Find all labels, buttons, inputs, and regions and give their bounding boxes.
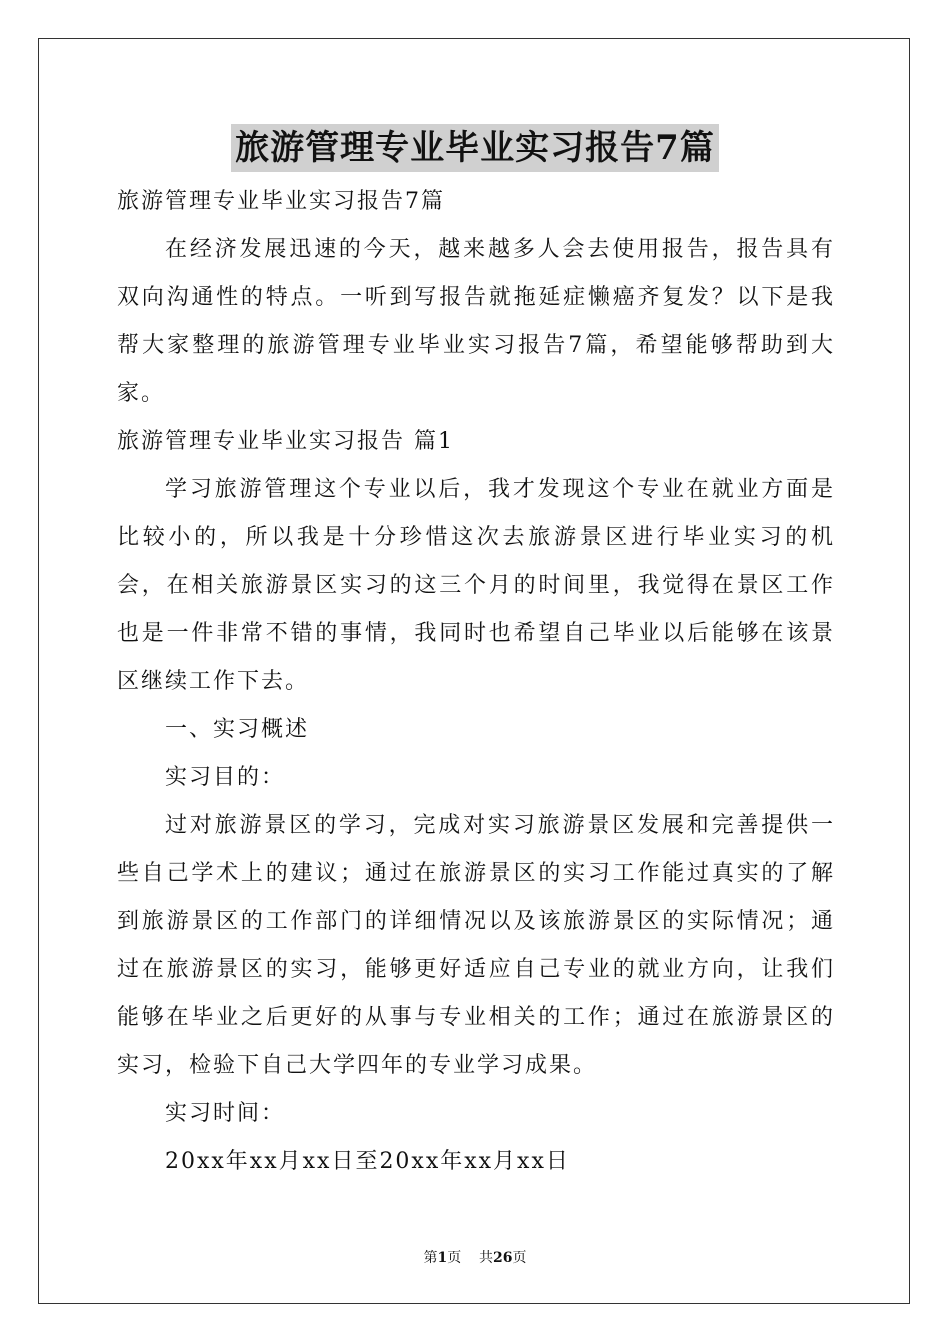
document-body [117,178,835,1186]
total-prefix: 共 [479,1250,494,1266]
section-heading: 旅游管理专业毕业实习报告 篇1 [117,429,454,454]
total-suffix: 页 [512,1250,527,1266]
paragraph: 在经济发展迅速的今天，越来越多人会去使用报告，报告具有双向沟通性的特点。一听到写报告就拖延症懒癌齐复发？以下是我帮大家整理的旅游管理专业毕业实习报告7篇，希望能够帮助到大家。 [117,237,835,406]
paragraph: 旅游管理专业毕业实习报告7篇 [117,189,445,214]
title-container [0,124,950,172]
document-title: 旅游管理专业毕业实习报告7篇 [231,124,719,172]
subheading: 实习目的： [165,765,286,790]
paragraph: 学习旅游管理这个专业以后，我才发现这个专业在就业方面是比较小的，所以我是十分珍惜这次去旅游景区进行毕业实习的机会，在相关旅游景区实习的这三个月的时间里，我觉得在景区工作也是一件非常不错的事情，我同时也希望自己毕业以后能够在该景区继续工作下去。 [117,477,835,694]
paragraph: 过对旅游景区的学习，完成对实习旅游景区发展和完善提供一些自己学术上的建议；通过在旅游景区的实习工作能过真实的了解到旅游景区的工作部门的详细情况以及该旅游景区的实际情况；通过在旅游景区的实习，能够更好适应自己专业的就业方向，让我们能够在毕业之后更好的从事与专业相关的工作；通过在旅游景区的实习，检验下自己大学四年的专业学习成果。 [117,813,835,1078]
page-total: 26 [493,1250,513,1266]
page-prefix: 第 [423,1250,438,1266]
paragraph: 20xx年xx月xx日至20xx年xx月xx日 [165,1149,570,1174]
page-number: 1 [437,1250,448,1266]
subheading: 实习时间： [165,1101,286,1126]
subheading: 一、实习概述 [165,717,310,742]
page-footer [0,1248,950,1268]
page-suffix: 页 [447,1250,462,1266]
